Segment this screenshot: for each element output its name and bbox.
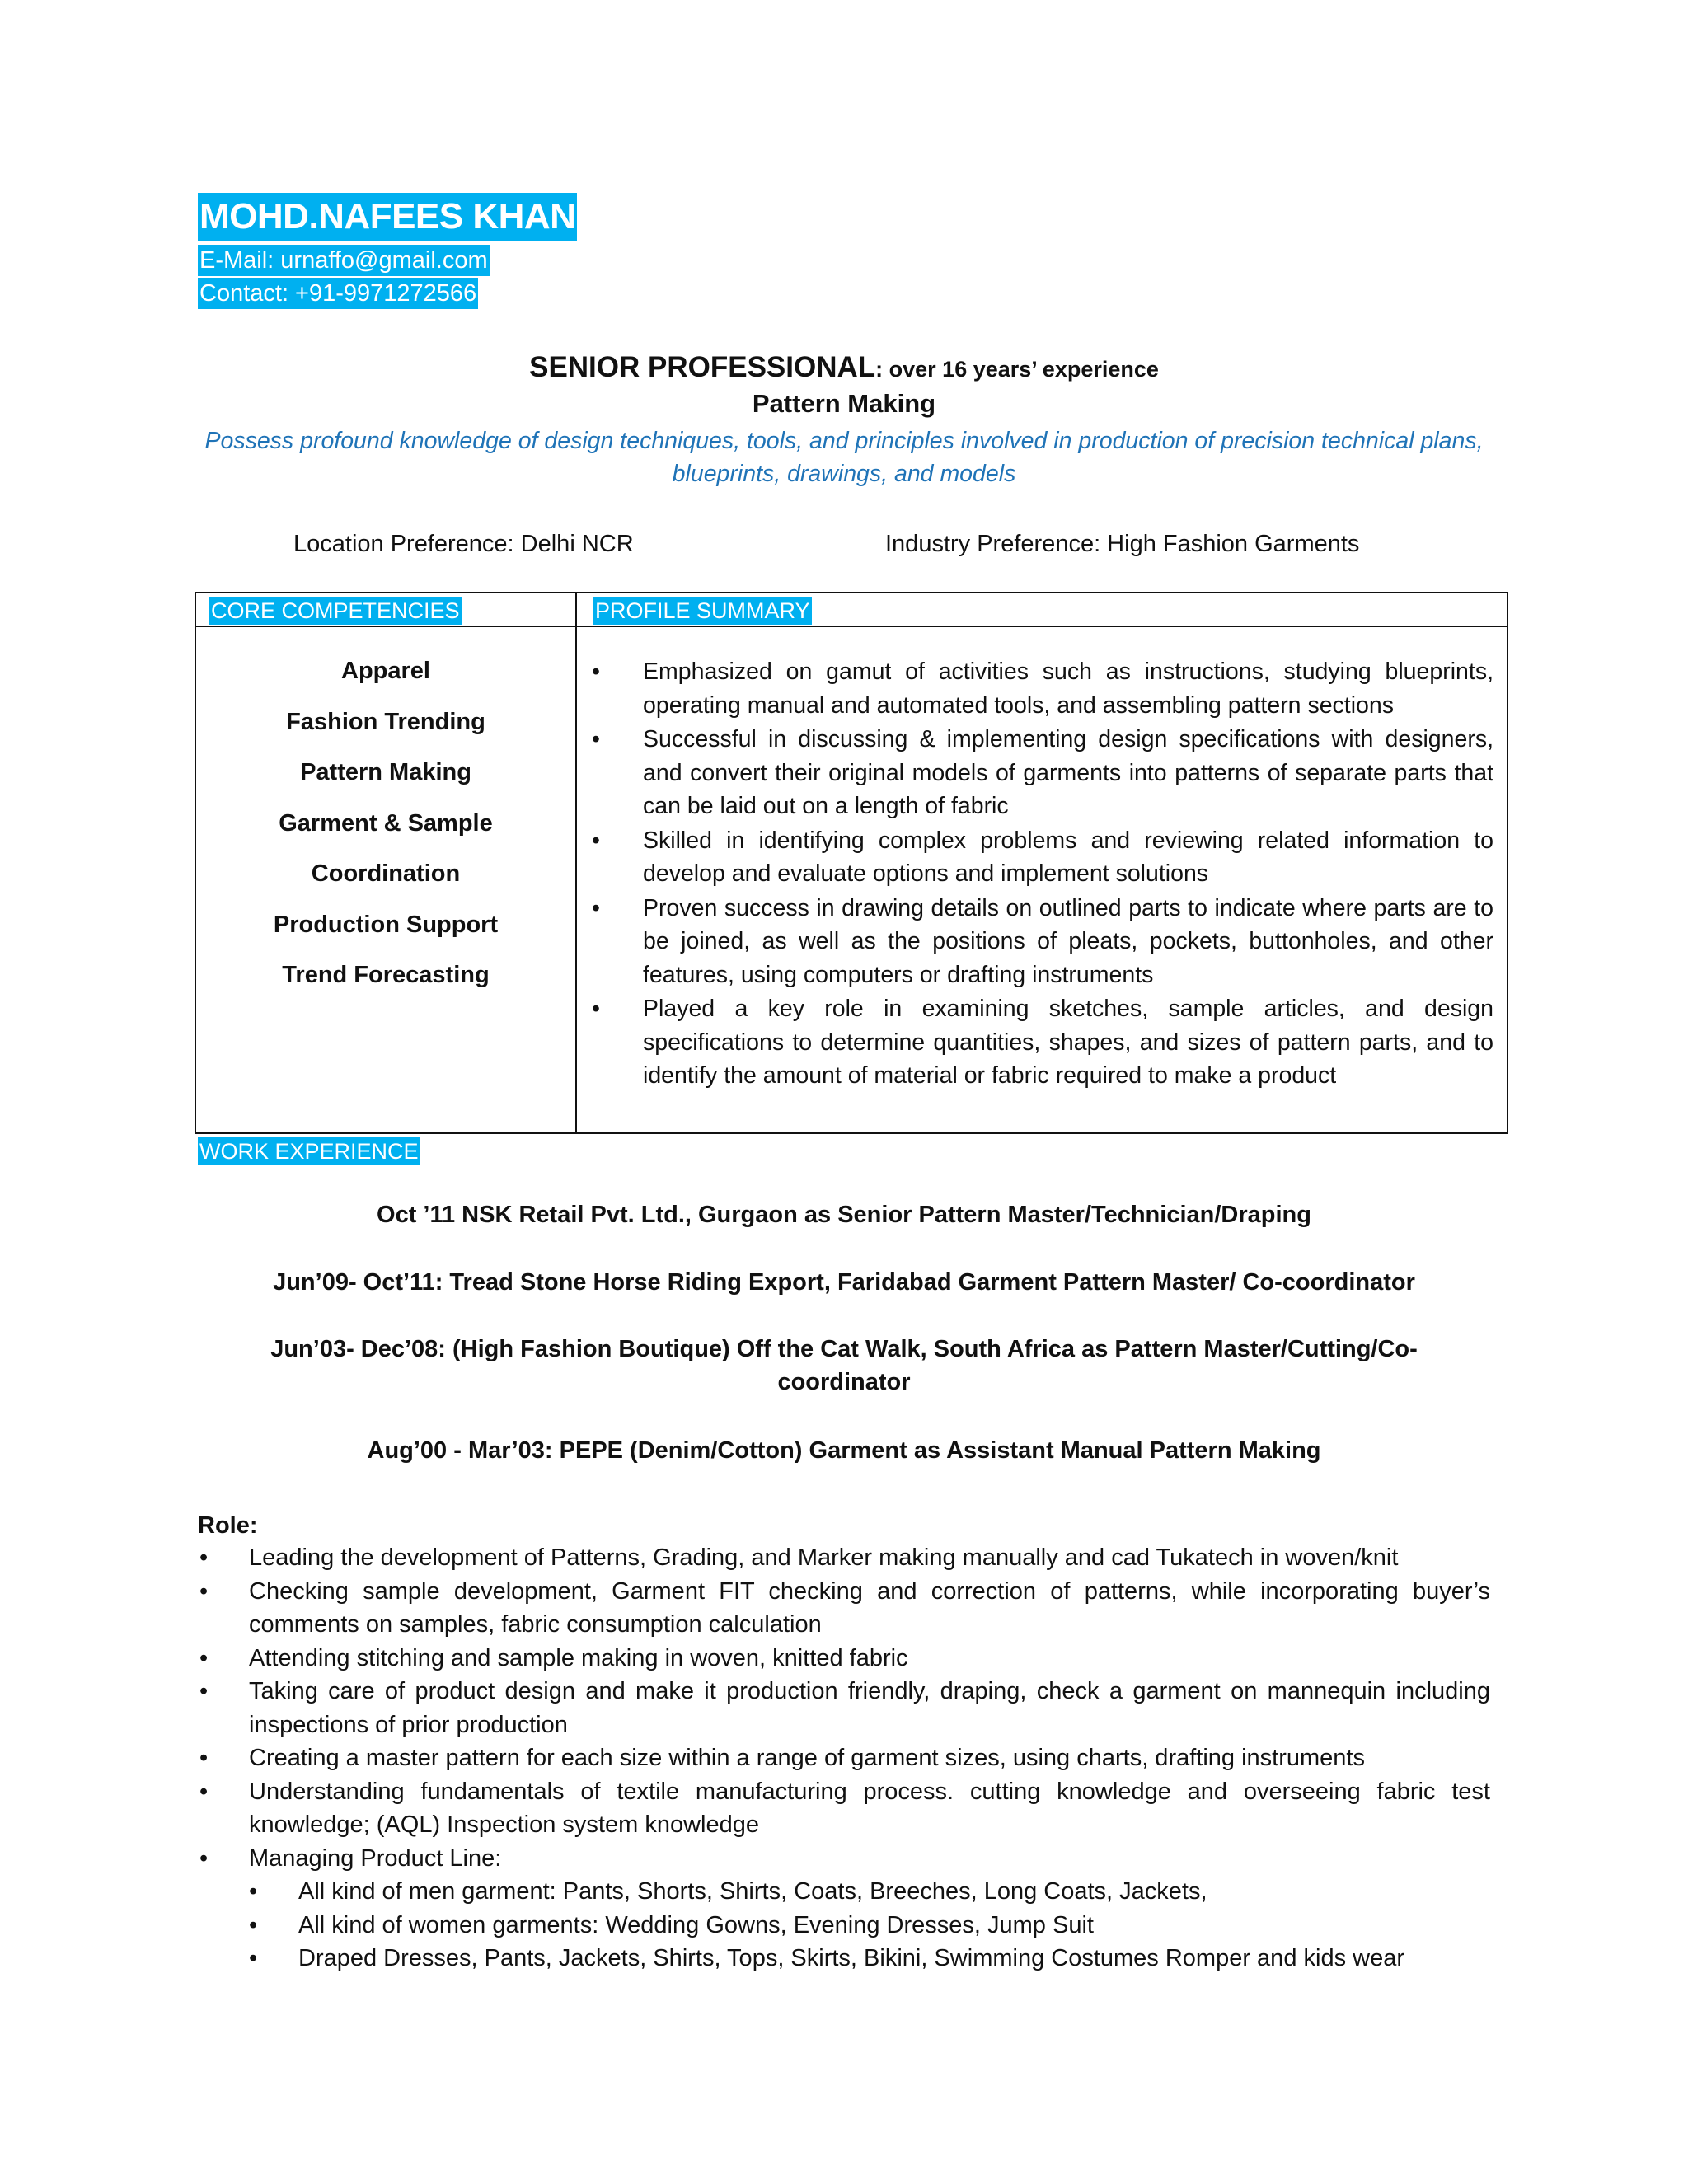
core-competencies-heading: CORE COMPETENCIES xyxy=(211,598,460,623)
summary-item: • Proven success in drawing details on outlined parts to indicate where parts are to be joined, as well as the positions of pleats, pockets, buttonholes, and other features, using computers or drafting instruments xyxy=(643,892,1493,992)
role-heading: Role: xyxy=(198,1512,258,1539)
competency-item: Garment & Sample xyxy=(279,809,493,837)
role-item: • Checking sample development, Garment FIT checking and correction of patterns, while incorporating buyer’s comments on samples, fabric consumption calculation xyxy=(249,1575,1490,1642)
competency-item: Pattern Making xyxy=(300,759,471,785)
contact-line: Contact: +91-9971272566 xyxy=(198,278,478,309)
role-item: • Attending stitching and sample making in woven, knitted fabric xyxy=(249,1642,1490,1675)
headline-tagline: Possess profound knowledge of design techniques, tools, and principles involved in production of precision technical plans, blueprints, drawings, and models xyxy=(204,428,1484,487)
headline-title xyxy=(0,348,1688,389)
role-item-product-line xyxy=(249,1842,1490,1975)
profile-summary-list xyxy=(577,627,1507,1093)
profile-summary-heading: PROFILE SUMMARY xyxy=(595,598,810,623)
role-item: • Understanding fundamentals of textile manufacturing process. cutting knowledge and overseeing fabric test knowledge; (AQL) Inspection system knowledge xyxy=(249,1775,1490,1842)
location-preference: Location Preference: Delhi NCR xyxy=(293,531,634,557)
summary-item: • Played a key role in examining sketches, sample articles, and design specifications to determine quantities, shapes, and sizes of pattern parts, and to identify the amount of material or fabric required to make a product xyxy=(643,992,1493,1093)
profile-summary-header-cell xyxy=(576,593,1507,626)
industry-preference: Industry Preference: High Fashion Garments xyxy=(885,531,1360,557)
job-entry: Jun’03- Dec’08: (High Fashion Boutique) Off the Cat Walk, South Africa as Pattern Master/Cutting/Co-coordinator xyxy=(270,1336,1418,1395)
headline-experience: : over 16 years’ experience xyxy=(875,357,1159,382)
competency-item: Production Support xyxy=(273,911,499,938)
product-line-label: Managing Product Line: xyxy=(249,1844,502,1872)
candidate-name: MOHD.NAFEES KHAN xyxy=(198,193,577,241)
core-competencies-header-cell xyxy=(195,593,576,626)
core-competencies-list xyxy=(196,627,575,991)
competency-item: Coordination xyxy=(311,860,461,887)
job-entry: Oct ’11 NSK Retail Pvt. Ltd., Gurgaon as Senior Pattern Master/Technician/Draping xyxy=(377,1202,1311,1228)
job-entry: Jun’09- Oct’11: Tread Stone Horse Riding Export, Faridabad Garment Pattern Master/ Co-coordinator xyxy=(273,1269,1415,1296)
role-item: • Taking care of product design and make it production friendly, draping, check a garment on mannequin including inspections of prior production xyxy=(249,1675,1490,1741)
competency-item: Trend Forecasting xyxy=(282,962,490,988)
product-line-list xyxy=(249,1875,1490,1975)
job-entry: Aug’00 - Mar’03: PEPE (Denim/Cotton) Garment as Assistant Manual Pattern Making xyxy=(367,1437,1321,1464)
competency-item: Apparel xyxy=(341,658,430,684)
summary-item: • Emphasized on gamut of activities such as instructions, studying blueprints, operating manual and automated tools, and assembling pattern sections xyxy=(643,655,1493,722)
summary-table xyxy=(195,592,1508,1134)
competency-item: Fashion Trending xyxy=(286,708,485,735)
role-list xyxy=(249,1541,1490,1975)
profile-summary-cell xyxy=(576,626,1507,1133)
email-line: E-Mail: urnaffo@gmail.com xyxy=(198,245,490,276)
role-item: • Creating a master pattern for each size within a range of garment sizes, using charts, drafting instruments xyxy=(249,1741,1490,1775)
role-item: • Leading the development of Patterns, Grading, and Marker making manually and cad Tukatech in woven/knit xyxy=(249,1541,1490,1575)
headline-subtitle: Pattern Making xyxy=(752,389,936,418)
work-experience-heading: WORK EXPERIENCE xyxy=(199,1139,419,1164)
headline-title-text: SENIOR PROFESSIONAL xyxy=(529,351,876,383)
product-line-item: • All kind of men garment: Pants, Shorts, Shirts, Coats, Breeches, Long Coats, Jackets, xyxy=(298,1875,1490,1909)
summary-item: • Successful in discussing & implementing design specifications with designers, and convert their original models of garments into patterns of separate parts that can be laid out on a length of fabric xyxy=(643,723,1493,823)
summary-item: • Skilled in identifying complex problems and reviewing related information to develop and evaluate options and implement solutions xyxy=(643,824,1493,891)
product-line-item: • All kind of women garments: Wedding Gowns, Evening Dresses, Jump Suit xyxy=(298,1909,1490,1943)
product-line-item: • Draped Dresses, Pants, Jackets, Shirts, Tops, Skirts, Bikini, Swimming Costumes Romper and kids wear xyxy=(298,1942,1490,1975)
core-competencies-cell xyxy=(195,626,576,1133)
